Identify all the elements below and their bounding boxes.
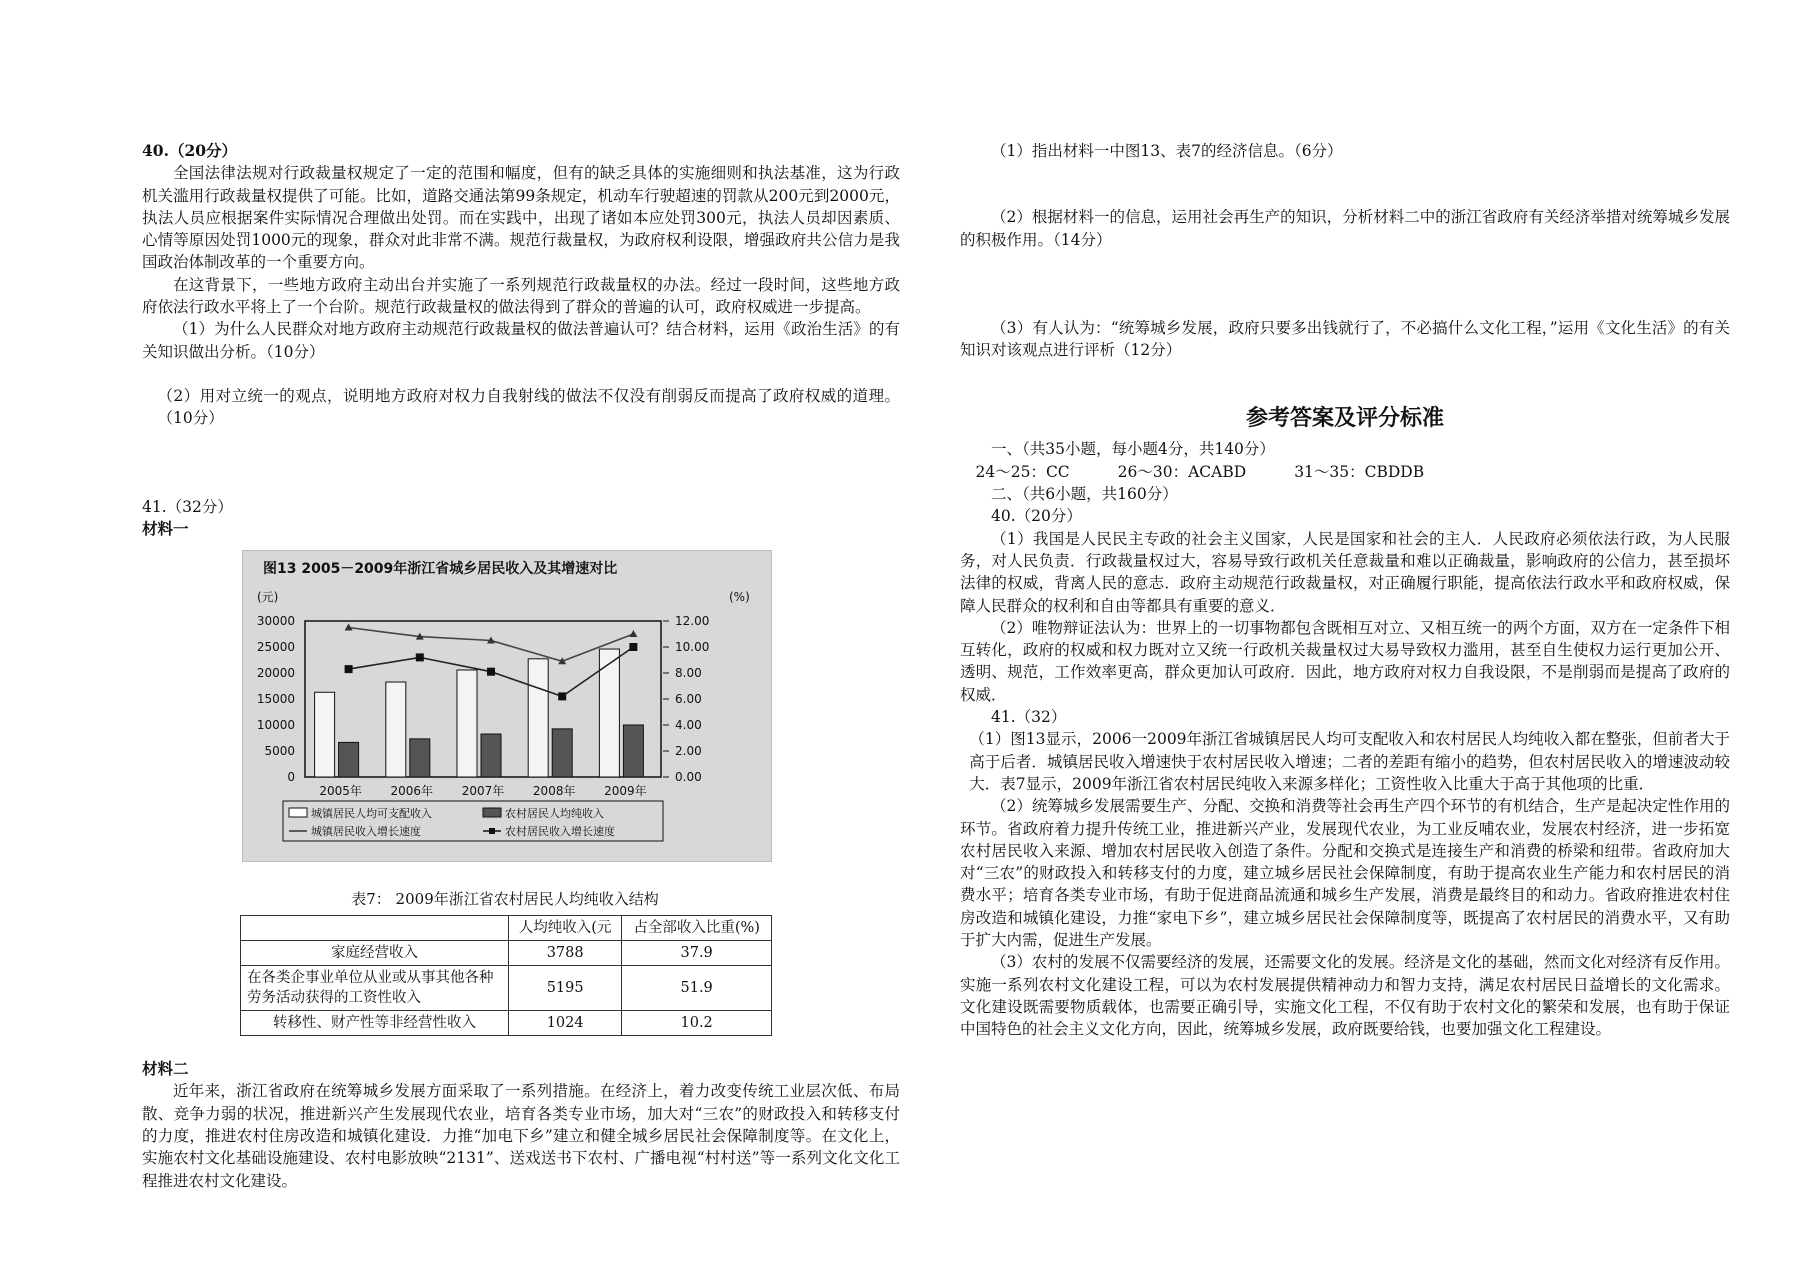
table-cell: 转移性、财产性等非经营性收入 <box>241 1011 509 1036</box>
table-header-cell <box>241 916 509 941</box>
x-tick-label: 2007年 <box>461 784 505 799</box>
growth-point <box>487 668 495 676</box>
q41-subquestion-2: （2）根据材料一的信息，运用社会再生产的知识，分析材料二中的浙江省政府有关经济举措对统筹城乡发展的积极作用。（14分） <box>960 208 1730 249</box>
answer-41-1: （1）图13显示，2006一2009年浙江省城镇居民人均可支配收入和农村居民人均纯收入都在整张，但前者大于高于后者．城镇居民收入增速快于农村居民收入增速；二者的差距有缩小的趋势，但农村居民收入的增速波动较大．表7显示，2009年浙江省农村居民纯收入来源多样化；工资性收入比重大于高于其他项的比重． <box>969 730 1730 793</box>
y-left-tick-label: 25000 <box>256 640 295 655</box>
table-header-row <box>241 916 772 941</box>
x-tick-label: 2006年 <box>390 784 434 799</box>
q41-heading: 41.（32分） <box>142 497 233 516</box>
answers-title: 参考答案及评分标准 <box>1245 406 1444 432</box>
right-column <box>960 140 1730 1041</box>
answer-section-2: 二、（共6小题，共160分） <box>991 485 1178 504</box>
legend-swatch-rural <box>483 808 501 817</box>
chart-right-unit: (%) <box>729 590 750 605</box>
material2-text: 近年来，浙江省政府在统筹城乡发展方面采取了一系列措施。在经济上，着力改变传统工业层次低、布局散、竞争力弱的状况，推进新兴产生发展现代农业，培育各类专业市场，加大对“三农”的财政投入和转移支付的力度，推进农村住房改造和城镇化建设．力推“加电下乡”建立和健全城乡居民社会保障制度等。在文化上，实施农村文化基础设施建设、农村电影放映“2131”、送戏送书下农村、广播电视“村村送”等一系列文化文化工程推进农村文化建设。 <box>142 1082 900 1190</box>
answer-40-2: （2）唯物辩证法认为：世界上的一切事物都包含既相互对立、又相互统一的两个方面，双方在一定条件下相互转化，政府的权威和权力既对立又统一行政机关裁量权过大易导致权力滥用，甚至自生使权力运行更加公开、透明、规范，工作效率更高，群众更加认可政府．因此，地方政府对权力自我设限，不是削弱而是提高了政府的权威． <box>960 618 1730 704</box>
growth-point <box>416 654 424 662</box>
legend-label: 城镇居民人均可支配收入 <box>311 807 432 821</box>
y-left-tick-label: 10000 <box>256 718 295 733</box>
answer-choice-group: 26～30：ACABD <box>1117 462 1247 481</box>
bar-rural-income <box>339 743 359 778</box>
answer-40-1: （1）我国是人民民主专政的社会主义国家，人民是国家和社会的主人．人民政府必须依法行政，为人民服务，对人民负责．行政裁量权过大，容易导致行政机关任意裁量和难以正确裁量，影响政府的公信力，甚至损坏法律的权威，背离人民的意志．政府主动规范行政裁量权，对正确履行职能，提高依法行政水平和政府权威，保障人民群众的权利和自由等都具有重要的意义． <box>960 529 1730 615</box>
legend-label: 农村居民人均纯收入 <box>505 807 604 821</box>
table-row <box>241 1011 772 1036</box>
table-row <box>241 966 772 1011</box>
bar-urban-income <box>386 682 406 777</box>
y-left-tick-label: 5000 <box>264 744 295 759</box>
y-left-tick-label: 20000 <box>256 666 295 681</box>
answer-41-heading: 41.（32） <box>991 708 1067 727</box>
table-header-cell: 占全部收入比重(%) <box>622 916 772 941</box>
table-cell: 51.9 <box>622 966 772 1011</box>
q40-subquestion-2: （2）用对立统一的观点，说明地方政府对权力自我射线的做法不仅没有削弱反而提高了政府权威的道理。（10分） <box>157 386 900 428</box>
answer-41-2: （2）统筹城乡发展需要生产、分配、交换和消费等社会再生产四个环节的有机结合，生产是起决定性作用的环节。省政府着力提升传统工业，推进新兴产业，发展现代农业，为工业反哺农业，发展农村经济，进一步拓宽农村居民收入来源、增加农村居民收入创造了条件。分配和交换式是连接生产和消费的桥梁和纽带。省政府加大对“三农”的财政投入和转移支付的力度，建立城乡居民社会保障制度，有助于提高农业生产能力和农村居民的消费水平；培育各类专业市场，有助于促进商品流通和城乡生产发展，消费是最终目的和动力。省政府推进农村住房改造和城镇化建设，力推“家电下乡”，建立城乡居民社会保障制度等，既提高了农村居民的消费水平，又有助于扩大内需，促进生产发展。 <box>960 797 1730 950</box>
table-cell: 3788 <box>509 941 622 966</box>
bar-rural-income <box>623 725 643 777</box>
table-cell: 在各类企事业单位从业或从事其他各种劳务活动获得的工资性收入 <box>241 966 509 1011</box>
q41-subquestion-1: （1）指出材料一中图13、表7的经济信息。（6分） <box>991 142 1343 160</box>
bar-urban-income <box>315 692 335 777</box>
answer-choices <box>960 461 1730 483</box>
y-right-tick-label: 4.00 <box>675 718 702 733</box>
y-right-tick-label: 0.00 <box>675 770 702 785</box>
chart-left-unit: (元) <box>257 590 279 605</box>
y-right-tick-label: 8.00 <box>675 666 702 681</box>
q40-paragraph-2: 在这背景下，一些地方政府主动出台并实施了一系列规范行政裁量权的办法。经过一段时间，这些地方政府依法行政水平将上了一个台阶。规范行政裁量权的做法得到了群众的普遍的认可，政府权威进一步提高。 <box>142 275 900 317</box>
answer-choice-group: 31～35：CBDDB <box>1294 462 1425 481</box>
growth-point <box>345 665 353 673</box>
y-right-tick-label: 6.00 <box>675 692 702 707</box>
bar-rural-income <box>481 734 501 777</box>
table-caption: 表7： 2009年浙江省农村居民人均纯收入结构 <box>351 890 659 909</box>
legend-marker <box>489 828 495 834</box>
bar-rural-income <box>410 739 430 777</box>
material2-label: 材料二 <box>142 1059 189 1079</box>
y-right-tick-label: 2.00 <box>675 744 702 759</box>
table-cell: 家庭经营收入 <box>241 941 509 966</box>
answer-40-heading: 40.（20分） <box>991 507 1082 526</box>
table-cell: 37.9 <box>622 941 772 966</box>
y-left-tick-label: 0 <box>287 770 295 785</box>
answer-41-3: （3）农村的发展不仅需要经济的发展，还需要文化的发展。经济是文化的基础，然而文化对经济有反作用。实施一系列农村文化建设工程，可以为农村发展提供精神动力和智力支持，满足农村居民日益增长的文化需求。文化建设既需要物质载体，也需要正确引导，实施文化工程，不仅有助于农村文化的繁荣和发展，也有助于保证中国特色的社会主义文化方向，因此，统筹城乡发展，政府既要给钱，也要加强文化工程建设。 <box>960 953 1730 1039</box>
legend-swatch-urban <box>289 808 307 817</box>
y-right-tick-label: 10.00 <box>675 640 710 655</box>
q40-subquestion-1: （1）为什么人民群众对地方政府主动规范行政裁量权的做法普遍认可？结合材料，运用《政治生活》的有关知识做出分析。（10分） <box>142 320 900 361</box>
q40-paragraph-1: 全国法律法规对行政裁量权规定了一定的范围和幅度，但有的缺乏具体的实施细则和执法基准，这为行政机关滥用行政裁量权提供了可能。比如，道路交通法第99条规定，机动车行驶超速的罚款从200元到2000元，执法人员应根据案件实际情况合理做出处罚。而在实践中，出现了诸如本应处罚300元，执法人员却因素质、心情等原因处罚1000元的现象，群众对此非常不满。规范行裁量权，为政府权利设限，增强政府共公信力是我国政治体制改革的一个重要方向。 <box>142 164 900 272</box>
income-chart <box>242 550 772 862</box>
table-cell: 1024 <box>509 1011 622 1036</box>
growth-line <box>349 628 634 662</box>
bar-urban-income <box>457 670 477 777</box>
y-right-tick-label: 12.00 <box>675 614 710 629</box>
bar-rural-income <box>552 729 572 777</box>
table-header-cell: 人均纯收入(元 <box>509 916 622 941</box>
growth-point <box>558 693 566 701</box>
table-cell: 10.2 <box>622 1011 772 1036</box>
legend-label: 农村居民收入增长速度 <box>505 825 615 839</box>
table-cell: 5195 <box>509 966 622 1011</box>
growth-point <box>345 624 353 631</box>
material1-label: 材料一 <box>142 518 189 538</box>
q41-subquestion-3: （3）有人认为：“统筹城乡发展，政府只要多出钱就行了，不必搞什么文化工程，”运用《文化生活》的有关知识对该观点进行评析（12分） <box>960 318 1730 360</box>
answer-choice-group: 24～25：CC <box>975 462 1070 481</box>
chart-title: 图13 2005－2009年浙江省城乡居民收入及其增速对比 <box>263 561 618 578</box>
y-left-tick-label: 15000 <box>256 692 295 707</box>
answer-section-1: 一、（共35小题，每小题4分，共140分） <box>991 440 1275 459</box>
x-tick-label: 2005年 <box>319 784 362 799</box>
income-structure-table <box>240 915 772 1036</box>
x-tick-label: 2009年 <box>604 784 647 799</box>
bar-urban-income <box>528 659 548 777</box>
y-left-tick-label: 30000 <box>256 614 295 629</box>
income-chart-svg <box>243 551 771 861</box>
legend-label: 城镇居民收入增长速度 <box>311 825 421 839</box>
table-row <box>241 941 772 966</box>
q40-heading: 40.（20分） <box>142 141 238 160</box>
left-column <box>142 140 900 1192</box>
growth-point <box>629 643 637 651</box>
growth-point <box>629 630 637 637</box>
x-tick-label: 2008年 <box>532 784 576 799</box>
